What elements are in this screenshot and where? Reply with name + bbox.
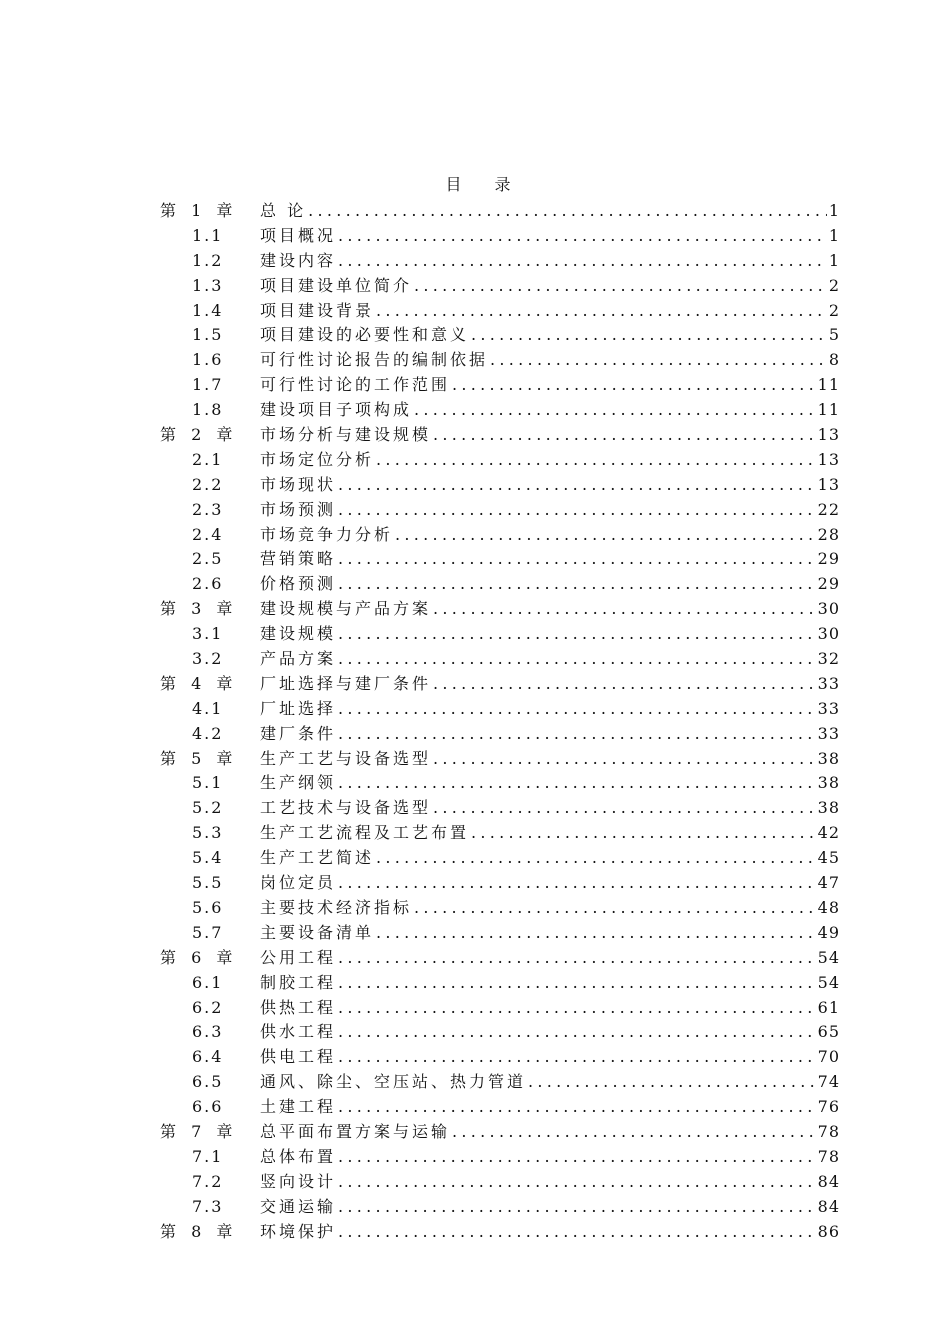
entry-number: 1.8	[192, 400, 224, 420]
entry-number: 6.5	[192, 1072, 224, 1092]
entry-number: 2.2	[192, 474, 224, 494]
toc-section-entry[interactable]	[160, 896, 840, 921]
entry-page-number: 11	[817, 400, 840, 420]
toc-section-entry[interactable]	[160, 547, 840, 572]
toc-section-entry[interactable]	[160, 846, 840, 871]
entry-number: 5.7	[192, 922, 224, 942]
entry-number: 7.2	[192, 1171, 224, 1191]
toc-section-entry[interactable]	[160, 473, 840, 498]
dot-leader	[433, 672, 816, 697]
entry-number: 5.2	[192, 798, 224, 818]
toc-chapter-entry[interactable]	[160, 423, 840, 448]
toc-section-entry[interactable]	[160, 299, 840, 324]
entry-title: 市场竞争力分析	[260, 524, 394, 544]
dot-leader	[376, 299, 827, 324]
entry-page-number: 13	[817, 425, 840, 445]
entry-page-number: 29	[817, 549, 840, 569]
entry-title: 市场现状	[260, 474, 337, 494]
entry-title: 项目概况	[260, 225, 337, 245]
entry-title: 环境保护	[260, 1221, 337, 1241]
entry-page-number: 76	[817, 1097, 840, 1117]
entry-number: 2.4	[192, 524, 224, 544]
entry-number: 5.5	[192, 873, 224, 893]
entry-page-number: 29	[817, 574, 840, 594]
entry-page-number: 30	[817, 599, 840, 619]
entry-title: 建设项目子项构成	[260, 400, 413, 420]
entry-page-number: 84	[817, 1171, 840, 1191]
entry-title: 供电工程	[260, 1047, 337, 1067]
entry-page-number: 48	[817, 897, 840, 917]
toc-section-entry[interactable]	[160, 224, 840, 249]
dot-leader	[338, 647, 816, 672]
entry-page-number: 2	[828, 275, 840, 295]
toc-section-entry[interactable]	[160, 1020, 840, 1045]
entry-number: 1.4	[192, 300, 224, 320]
entry-title: 竖向设计	[260, 1171, 337, 1191]
entry-number: 6.6	[192, 1097, 224, 1117]
entry-number: 第 4 章	[160, 673, 238, 693]
entry-number: 第 6 章	[160, 947, 238, 967]
entry-title: 公用工程	[260, 947, 337, 967]
toc-section-entry[interactable]	[160, 921, 840, 946]
toc-section-entry[interactable]	[160, 323, 840, 348]
dot-leader	[308, 199, 827, 224]
entry-number: 2.6	[192, 574, 224, 594]
entry-title: 产品方案	[260, 649, 337, 669]
entry-page-number: 33	[817, 698, 840, 718]
dot-leader	[414, 398, 816, 423]
entry-page-number: 33	[817, 723, 840, 743]
entry-page-number: 2	[828, 300, 840, 320]
entry-number: 1.3	[192, 275, 224, 295]
toc-section-entry[interactable]	[160, 1170, 840, 1195]
entry-title: 营销策略	[260, 549, 337, 569]
table-of-contents	[160, 199, 840, 1244]
dot-leader	[338, 572, 816, 597]
entry-number: 1.7	[192, 375, 224, 395]
entry-title: 工艺技术与设备选型	[260, 798, 432, 818]
entry-page-number: 84	[817, 1196, 840, 1216]
dot-leader	[338, 1045, 816, 1070]
dot-leader	[433, 747, 816, 772]
entry-number: 4.2	[192, 723, 224, 743]
dot-leader	[471, 323, 827, 348]
toc-section-entry[interactable]	[160, 871, 840, 896]
toc-section-entry[interactable]	[160, 572, 840, 597]
entry-number: 7.1	[192, 1146, 224, 1166]
entry-title: 生产工艺与设备选型	[260, 748, 432, 768]
entry-title: 市场预测	[260, 499, 337, 519]
entry-page-number: 38	[817, 773, 840, 793]
dot-leader	[338, 996, 816, 1021]
entry-title: 项目建设单位简介	[260, 275, 413, 295]
entry-number: 6.3	[192, 1022, 224, 1042]
entry-page-number: 13	[817, 474, 840, 494]
toc-section-entry[interactable]	[160, 1070, 840, 1095]
entry-number: 1.2	[192, 250, 224, 270]
entry-page-number: 22	[817, 499, 840, 519]
toc-section-entry[interactable]	[160, 1195, 840, 1220]
entry-number: 6.4	[192, 1047, 224, 1067]
entry-title: 制胶工程	[260, 972, 337, 992]
entry-title: 通风、除尘、空压站、热力管道	[260, 1072, 527, 1092]
entry-page-number: 8	[828, 350, 840, 370]
toc-section-entry[interactable]	[160, 971, 840, 996]
entry-number: 5.1	[192, 773, 224, 793]
dot-leader	[433, 597, 816, 622]
entry-number: 2.5	[192, 549, 224, 569]
entry-title: 生产纲领	[260, 773, 337, 793]
entry-number: 6.2	[192, 997, 224, 1017]
dot-leader	[338, 946, 816, 971]
dot-leader	[433, 423, 816, 448]
entry-title: 总 论	[260, 201, 307, 220]
entry-title: 建设规模与产品方案	[260, 599, 432, 619]
entry-page-number: 1	[828, 225, 840, 245]
dot-leader	[338, 473, 816, 498]
entry-title: 供热工程	[260, 997, 337, 1017]
toc-section-entry[interactable]	[160, 722, 840, 747]
dot-leader	[338, 771, 816, 796]
dot-leader	[528, 1070, 816, 1095]
toc-section-entry[interactable]	[160, 249, 840, 274]
entry-title: 市场定位分析	[260, 449, 375, 469]
entry-number: 6.1	[192, 972, 224, 992]
entry-page-number: 32	[817, 649, 840, 669]
dot-leader	[376, 921, 816, 946]
dot-leader	[338, 1220, 816, 1245]
toc-chapter-entry[interactable]	[160, 1220, 840, 1245]
entry-page-number: 11	[817, 375, 840, 395]
entry-page-number: 30	[817, 624, 840, 644]
entry-title: 主要设备清单	[260, 922, 375, 942]
toc-chapter-entry[interactable]	[160, 946, 840, 971]
entry-page-number: 70	[817, 1047, 840, 1067]
entry-number: 5.6	[192, 897, 224, 917]
toc-section-entry[interactable]	[160, 523, 840, 548]
entry-title: 总体布置	[260, 1146, 337, 1166]
toc-section-entry[interactable]	[160, 373, 840, 398]
dot-leader	[338, 547, 816, 572]
dot-leader	[376, 448, 816, 473]
dot-leader	[338, 498, 816, 523]
toc-section-entry[interactable]	[160, 821, 840, 846]
entry-page-number: 42	[817, 823, 840, 843]
entry-title: 建设规模	[260, 624, 337, 644]
toc-chapter-entry[interactable]	[160, 199, 840, 224]
entry-title: 土建工程	[260, 1097, 337, 1117]
dot-leader	[338, 224, 827, 249]
dot-leader	[338, 1020, 816, 1045]
entry-page-number: 47	[817, 873, 840, 893]
entry-title: 岗位定员	[260, 873, 337, 893]
entry-number: 4.1	[192, 698, 224, 718]
entry-title: 可行性讨论报告的编制依据	[260, 350, 489, 370]
dot-leader	[338, 871, 816, 896]
toc-title: 目 录	[445, 175, 525, 194]
entry-page-number: 1	[828, 250, 840, 270]
entry-page-number: 65	[817, 1022, 840, 1042]
dot-leader	[338, 697, 816, 722]
toc-section-entry[interactable]	[160, 498, 840, 523]
entry-number: 7.3	[192, 1196, 224, 1216]
entry-page-number: 78	[817, 1146, 840, 1166]
entry-title: 价格预测	[260, 574, 337, 594]
dot-leader	[414, 274, 827, 299]
toc-section-entry[interactable]	[160, 622, 840, 647]
dot-leader	[338, 622, 816, 647]
entry-page-number: 13	[817, 449, 840, 469]
toc-section-entry[interactable]	[160, 996, 840, 1021]
entry-title: 生产工艺流程及工艺布置	[260, 823, 470, 843]
entry-page-number: 49	[817, 922, 840, 942]
entry-page-number: 5	[828, 325, 840, 345]
entry-number: 1.1	[192, 225, 224, 245]
entry-page-number: 38	[817, 798, 840, 818]
entry-number: 第 8 章	[160, 1221, 238, 1241]
dot-leader	[433, 796, 816, 821]
entry-page-number: 54	[817, 947, 840, 967]
entry-number: 第 3 章	[160, 599, 238, 619]
entry-title: 交通运输	[260, 1196, 337, 1216]
entry-number: 1.5	[192, 325, 224, 345]
entry-page-number: 45	[817, 848, 840, 868]
entry-number: 第 1 章	[160, 201, 238, 220]
toc-section-entry[interactable]	[160, 1095, 840, 1120]
dot-leader	[376, 846, 816, 871]
toc-section-entry[interactable]	[160, 274, 840, 299]
entry-number: 第 2 章	[160, 425, 238, 445]
dot-leader	[338, 971, 816, 996]
dot-leader	[338, 1195, 816, 1220]
entry-page-number: 61	[817, 997, 840, 1017]
entry-title: 项目建设的必要性和意义	[260, 325, 470, 345]
toc-section-entry[interactable]	[160, 796, 840, 821]
entry-number: 5.4	[192, 848, 224, 868]
entry-title: 厂址选择	[260, 698, 337, 718]
entry-title: 建设内容	[260, 250, 337, 270]
entry-number: 1.6	[192, 350, 224, 370]
entry-title: 市场分析与建设规模	[260, 425, 432, 445]
dot-leader	[414, 896, 816, 921]
entry-page-number: 86	[817, 1221, 840, 1241]
toc-chapter-entry[interactable]	[160, 1120, 840, 1145]
toc-section-entry[interactable]	[160, 697, 840, 722]
toc-chapter-entry[interactable]	[160, 672, 840, 697]
entry-page-number: 33	[817, 673, 840, 693]
dot-leader	[338, 1145, 816, 1170]
toc-section-entry[interactable]	[160, 647, 840, 672]
toc-section-entry[interactable]	[160, 348, 840, 373]
entry-page-number: 1	[828, 201, 840, 220]
dot-leader	[452, 1120, 816, 1145]
entry-title: 可行性讨论的工作范围	[260, 375, 451, 395]
entry-title: 厂址选择与建厂条件	[260, 673, 432, 693]
toc-section-entry[interactable]	[160, 771, 840, 796]
dot-leader	[395, 523, 816, 548]
toc-section-entry[interactable]	[160, 1145, 840, 1170]
dot-leader	[338, 1170, 816, 1195]
dot-leader	[338, 722, 816, 747]
entry-number: 2.3	[192, 499, 224, 519]
entry-title: 生产工艺简述	[260, 848, 375, 868]
entry-title: 供水工程	[260, 1022, 337, 1042]
toc-section-entry[interactable]	[160, 448, 840, 473]
entry-page-number: 78	[817, 1121, 840, 1141]
toc-chapter-entry[interactable]	[160, 597, 840, 622]
dot-leader	[338, 1095, 816, 1120]
entry-number: 3.2	[192, 649, 224, 669]
entry-number: 3.1	[192, 624, 224, 644]
entry-number: 第 5 章	[160, 748, 238, 768]
toc-section-entry[interactable]	[160, 398, 840, 423]
entry-title: 总平面布置方案与运输	[260, 1121, 451, 1141]
dot-leader	[452, 373, 816, 398]
toc-section-entry[interactable]	[160, 1045, 840, 1070]
entry-number: 第 7 章	[160, 1121, 238, 1141]
entry-page-number: 28	[817, 524, 840, 544]
dot-leader	[490, 348, 827, 373]
toc-chapter-entry[interactable]	[160, 747, 840, 772]
entry-page-number: 74	[817, 1072, 840, 1092]
dot-leader	[471, 821, 816, 846]
dot-leader	[338, 249, 827, 274]
entry-title: 项目建设背景	[260, 300, 375, 320]
entry-title: 主要技术经济指标	[260, 897, 413, 917]
entry-title: 建厂条件	[260, 723, 337, 743]
entry-page-number: 38	[817, 748, 840, 768]
entry-number: 5.3	[192, 823, 224, 843]
entry-page-number: 54	[817, 972, 840, 992]
entry-number: 2.1	[192, 449, 224, 469]
